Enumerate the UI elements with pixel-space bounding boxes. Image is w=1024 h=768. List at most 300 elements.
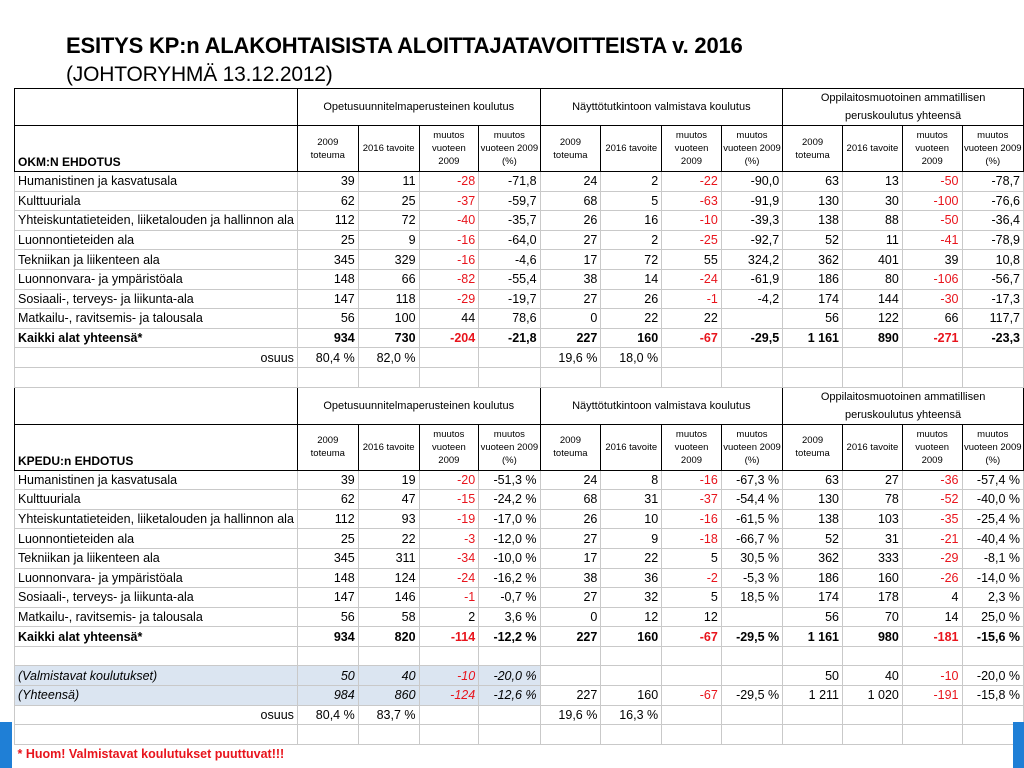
- value-cell: -204: [419, 328, 479, 348]
- row-label: osuus: [15, 348, 298, 368]
- value-cell: 52: [783, 230, 843, 250]
- yhteensa-row: [15, 686, 1024, 706]
- value-cell: -64,0: [479, 230, 540, 250]
- row-label: Luonnontieteiden ala: [15, 529, 298, 549]
- table-row: [15, 309, 1024, 329]
- empty-cell: [540, 725, 601, 745]
- value-cell: 178: [843, 588, 903, 608]
- value-cell: -92,7: [721, 230, 782, 250]
- value-cell: 0: [540, 607, 601, 627]
- value-cell: [902, 348, 962, 368]
- value-cell: -71,8: [479, 172, 540, 192]
- column-header-tavoite: 2016 tavoite: [601, 424, 662, 470]
- value-cell: 25: [358, 191, 419, 211]
- value-cell: [783, 348, 843, 368]
- value-cell: -21,8: [479, 328, 540, 348]
- value-cell: 36: [601, 568, 662, 588]
- value-cell: -4,2: [721, 289, 782, 309]
- value-cell: 2: [601, 230, 662, 250]
- value-cell: -59,7: [479, 191, 540, 211]
- value-cell: 130: [783, 191, 843, 211]
- value-cell: -67,3 %: [721, 470, 782, 490]
- value-cell: -15: [419, 490, 479, 510]
- section-heading: OKM:N EHDOTUS: [15, 126, 298, 172]
- value-cell: 147: [297, 588, 358, 608]
- value-cell: 31: [843, 529, 903, 549]
- value-cell: -82: [419, 269, 479, 289]
- column-header-toteuma: 2009 toteuma: [783, 424, 843, 470]
- section-heading: KPEDU:n EHDOTUS: [15, 424, 298, 470]
- empty-cell: [540, 646, 601, 666]
- value-cell: 32: [601, 588, 662, 608]
- table-row: [15, 490, 1024, 510]
- table-row: [15, 509, 1024, 529]
- value-cell: -16: [662, 509, 722, 529]
- value-cell: 56: [297, 607, 358, 627]
- value-cell: -23,3: [962, 328, 1024, 348]
- empty-cell: [358, 725, 419, 745]
- column-header-tavoite: 2016 tavoite: [843, 126, 903, 172]
- value-cell: 70: [843, 607, 903, 627]
- value-cell: 72: [601, 250, 662, 270]
- value-cell: -24: [662, 269, 722, 289]
- value-cell: 56: [297, 309, 358, 329]
- value-cell: 26: [540, 211, 601, 231]
- value-cell: 62: [297, 490, 358, 510]
- value-cell: 333: [843, 548, 903, 568]
- value-cell: 730: [358, 328, 419, 348]
- value-cell: 78: [843, 490, 903, 510]
- value-cell: -10: [662, 211, 722, 231]
- value-cell: 100: [358, 309, 419, 329]
- value-cell: -25,4 %: [962, 509, 1024, 529]
- value-cell: -100: [902, 191, 962, 211]
- value-cell: -17,3: [962, 289, 1024, 309]
- value-cell: 148: [297, 568, 358, 588]
- value-cell: -51,3 %: [479, 470, 540, 490]
- empty-cell: [962, 367, 1024, 387]
- value-cell: 27: [540, 529, 601, 549]
- value-cell: 27: [843, 470, 903, 490]
- value-cell: -17,0 %: [479, 509, 540, 529]
- value-cell: 3,6 %: [479, 607, 540, 627]
- valmistavat-row: [15, 666, 1024, 686]
- row-label: Kaikki alat yhteensä*: [15, 328, 298, 348]
- value-cell: [479, 348, 540, 368]
- value-cell: 31: [601, 490, 662, 510]
- total-row: [15, 627, 1024, 647]
- empty-cell: [721, 646, 782, 666]
- value-cell: 27: [540, 588, 601, 608]
- value-cell: -22: [662, 172, 722, 192]
- value-cell: 30: [843, 191, 903, 211]
- row-label: (Yhteensä): [15, 686, 298, 706]
- value-cell: -34: [419, 548, 479, 568]
- value-cell: 2: [601, 172, 662, 192]
- column-header-muutos_pct: muutos vuoteen 2009 (%): [479, 424, 540, 470]
- value-cell: 24: [540, 172, 601, 192]
- value-cell: -16,2 %: [479, 568, 540, 588]
- value-cell: 130: [783, 490, 843, 510]
- value-cell: 14: [601, 269, 662, 289]
- value-cell: -114: [419, 627, 479, 647]
- value-cell: -10: [419, 666, 479, 686]
- value-cell: 2,3 %: [962, 588, 1024, 608]
- empty-cell: [902, 646, 962, 666]
- data-table: [14, 88, 1024, 764]
- value-cell: -16: [419, 230, 479, 250]
- value-cell: -4,6: [479, 250, 540, 270]
- value-cell: 227: [540, 328, 601, 348]
- value-cell: -67: [662, 328, 722, 348]
- value-cell: -106: [902, 269, 962, 289]
- value-cell: 18,0 %: [601, 348, 662, 368]
- value-cell: -57,4 %: [962, 470, 1024, 490]
- empty-cell: [479, 367, 540, 387]
- value-cell: -76,6: [962, 191, 1024, 211]
- column-header-tavoite: 2016 tavoite: [358, 126, 419, 172]
- value-cell: -16: [419, 250, 479, 270]
- value-cell: 362: [783, 548, 843, 568]
- value-cell: 66: [902, 309, 962, 329]
- value-cell: 160: [601, 686, 662, 706]
- value-cell: -39,3: [721, 211, 782, 231]
- row-label: Kaikki alat yhteensä*: [15, 627, 298, 647]
- table-row: [15, 548, 1024, 568]
- empty-cell: [419, 646, 479, 666]
- column-header-muutos_pct: muutos vuoteen 2009 (%): [962, 126, 1024, 172]
- value-cell: 144: [843, 289, 903, 309]
- value-cell: 52: [783, 529, 843, 549]
- table-row: [15, 250, 1024, 270]
- empty-cell: [783, 725, 843, 745]
- value-cell: -20,0 %: [962, 666, 1024, 686]
- value-cell: 17: [540, 548, 601, 568]
- header-blank-cell: [15, 89, 298, 126]
- column-header-muutos: muutos vuoteen 2009: [419, 126, 479, 172]
- value-cell: 88: [843, 211, 903, 231]
- value-cell: -3: [419, 529, 479, 549]
- value-cell: -16: [662, 470, 722, 490]
- value-cell: 19: [358, 470, 419, 490]
- value-cell: 8: [601, 470, 662, 490]
- blank-row: [15, 725, 1024, 745]
- row-label: osuus: [15, 705, 298, 725]
- group-header-row: [15, 89, 1024, 126]
- value-cell: [662, 666, 722, 686]
- page-title: ESITYS KP:n ALAKOHTAISISTA ALOITTAJATAVOITTEISTA v. 2016: [66, 33, 743, 58]
- empty-cell: [297, 367, 358, 387]
- row-label: Yhteiskuntatieteiden, liiketalouden ja hallinnon ala: [15, 211, 298, 231]
- value-cell: 44: [419, 309, 479, 329]
- value-cell: [419, 705, 479, 725]
- value-cell: 18,5 %: [721, 588, 782, 608]
- value-cell: -29,5 %: [721, 627, 782, 647]
- value-cell: 78,6: [479, 309, 540, 329]
- value-cell: -271: [902, 328, 962, 348]
- value-cell: 117,7: [962, 309, 1024, 329]
- empty-cell: [662, 725, 722, 745]
- row-label: Yhteiskuntatieteiden, liiketalouden ja hallinnon ala: [15, 509, 298, 529]
- value-cell: 4: [902, 588, 962, 608]
- value-cell: -19: [419, 509, 479, 529]
- value-cell: [662, 705, 722, 725]
- value-cell: 26: [540, 509, 601, 529]
- value-cell: -2: [662, 568, 722, 588]
- value-cell: -41: [902, 230, 962, 250]
- value-cell: 93: [358, 509, 419, 529]
- empty-cell: [419, 725, 479, 745]
- value-cell: 10,8: [962, 250, 1024, 270]
- value-cell: 30,5 %: [721, 548, 782, 568]
- empty-cell: [962, 646, 1024, 666]
- value-cell: 24: [540, 470, 601, 490]
- empty-cell: [721, 367, 782, 387]
- empty-cell: [15, 646, 298, 666]
- value-cell: -19,7: [479, 289, 540, 309]
- value-cell: 11: [358, 172, 419, 192]
- share-row: [15, 705, 1024, 725]
- value-cell: 17: [540, 250, 601, 270]
- value-cell: -1: [419, 588, 479, 608]
- column-header-row: [15, 126, 1024, 172]
- value-cell: [540, 666, 601, 686]
- value-cell: 122: [843, 309, 903, 329]
- table-row: [15, 230, 1024, 250]
- value-cell: -37: [662, 490, 722, 510]
- group-header-g1: Opetusuunnitelmaperusteinen koulutus: [297, 89, 540, 126]
- value-cell: -36: [902, 470, 962, 490]
- value-cell: [721, 705, 782, 725]
- value-cell: 103: [843, 509, 903, 529]
- value-cell: -40,4 %: [962, 529, 1024, 549]
- page-subtitle: (JOHTORYHMÄ 13.12.2012): [66, 63, 333, 86]
- column-header-toteuma: 2009 toteuma: [540, 424, 601, 470]
- value-cell: -78,7: [962, 172, 1024, 192]
- column-header-muutos: muutos vuoteen 2009: [662, 424, 722, 470]
- value-cell: -66,7 %: [721, 529, 782, 549]
- value-cell: 66: [358, 269, 419, 289]
- group-header-g1: Opetusuunnitelmaperusteinen koulutus: [297, 387, 540, 424]
- value-cell: 72: [358, 211, 419, 231]
- value-cell: 345: [297, 250, 358, 270]
- value-cell: 174: [783, 289, 843, 309]
- value-cell: 362: [783, 250, 843, 270]
- value-cell: 0: [540, 309, 601, 329]
- value-cell: 860: [358, 686, 419, 706]
- value-cell: -28: [419, 172, 479, 192]
- value-cell: -37: [419, 191, 479, 211]
- value-cell: -29,5 %: [721, 686, 782, 706]
- empty-cell: [358, 646, 419, 666]
- column-header-toteuma: 2009 toteuma: [783, 126, 843, 172]
- value-cell: [962, 348, 1024, 368]
- row-label: Luonnonvara- ja ympäristöala: [15, 269, 298, 289]
- share-row: [15, 348, 1024, 368]
- row-label: Humanistinen ja kasvatusala: [15, 470, 298, 490]
- value-cell: -50: [902, 172, 962, 192]
- value-cell: -20: [419, 470, 479, 490]
- table-row: [15, 289, 1024, 309]
- empty-cell: [843, 367, 903, 387]
- value-cell: 138: [783, 211, 843, 231]
- value-cell: -12,2 %: [479, 627, 540, 647]
- row-label: Sosiaali-, terveys- ja liikunta-ala: [15, 289, 298, 309]
- value-cell: 26: [601, 289, 662, 309]
- table-row: [15, 172, 1024, 192]
- value-cell: 58: [358, 607, 419, 627]
- value-cell: 80: [843, 269, 903, 289]
- value-cell: -90,0: [721, 172, 782, 192]
- value-cell: 62: [297, 191, 358, 211]
- table-row: [15, 211, 1024, 231]
- value-cell: -191: [902, 686, 962, 706]
- value-cell: [783, 705, 843, 725]
- value-cell: 345: [297, 548, 358, 568]
- value-cell: 186: [783, 568, 843, 588]
- table-row: [15, 191, 1024, 211]
- column-header-toteuma: 2009 toteuma: [540, 126, 601, 172]
- table-row: [15, 470, 1024, 490]
- value-cell: 19,6 %: [540, 348, 601, 368]
- footnote: * Huom! Valmistavat koulutukset puuttuvat!!!: [17, 747, 285, 762]
- column-header-muutos_pct: muutos vuoteen 2009 (%): [479, 126, 540, 172]
- value-cell: -52: [902, 490, 962, 510]
- value-cell: 39: [297, 172, 358, 192]
- column-header-toteuma: 2009 toteuma: [297, 126, 358, 172]
- column-header-muutos: muutos vuoteen 2009: [662, 126, 722, 172]
- empty-cell: [662, 646, 722, 666]
- value-cell: -29: [902, 548, 962, 568]
- value-cell: 138: [783, 509, 843, 529]
- row-label: Luonnonvara- ja ympäristöala: [15, 568, 298, 588]
- value-cell: 39: [902, 250, 962, 270]
- value-cell: -54,4 %: [721, 490, 782, 510]
- empty-cell: [15, 367, 298, 387]
- value-cell: 56: [783, 309, 843, 329]
- table-row: [15, 607, 1024, 627]
- value-cell: 25: [297, 230, 358, 250]
- value-cell: 1 161: [783, 627, 843, 647]
- value-cell: [721, 309, 782, 329]
- table-row: [15, 568, 1024, 588]
- value-cell: -29,5: [721, 328, 782, 348]
- value-cell: [479, 705, 540, 725]
- header-blank-cell: [15, 387, 298, 424]
- value-cell: 22: [601, 548, 662, 568]
- empty-cell: [479, 725, 540, 745]
- value-cell: 68: [540, 191, 601, 211]
- group-header-g3: Oppilaitosmuotoinen ammatillisen peruskoulutus yhteensä: [783, 89, 1024, 126]
- value-cell: -40: [419, 211, 479, 231]
- value-cell: 14: [902, 607, 962, 627]
- empty-cell: [419, 367, 479, 387]
- value-cell: -36,4: [962, 211, 1024, 231]
- value-cell: -5,3 %: [721, 568, 782, 588]
- value-cell: 82,0 %: [358, 348, 419, 368]
- value-cell: -30: [902, 289, 962, 309]
- blank-row: [15, 646, 1024, 666]
- value-cell: 124: [358, 568, 419, 588]
- value-cell: 820: [358, 627, 419, 647]
- row-label: Matkailu-, ravitsemis- ja talousala: [15, 309, 298, 329]
- empty-cell: [902, 367, 962, 387]
- value-cell: 324,2: [721, 250, 782, 270]
- value-cell: [419, 348, 479, 368]
- empty-cell: [601, 646, 662, 666]
- value-cell: 112: [297, 509, 358, 529]
- value-cell: 160: [601, 627, 662, 647]
- row-label: Tekniikan ja liikenteen ala: [15, 250, 298, 270]
- value-cell: 5: [601, 191, 662, 211]
- column-header-muutos_pct: muutos vuoteen 2009 (%): [962, 424, 1024, 470]
- value-cell: -1: [662, 289, 722, 309]
- value-cell: -35,7: [479, 211, 540, 231]
- value-cell: 1 211: [783, 686, 843, 706]
- empty-cell: [601, 725, 662, 745]
- value-cell: 890: [843, 328, 903, 348]
- value-cell: [662, 348, 722, 368]
- empty-cell: [783, 646, 843, 666]
- value-cell: 13: [843, 172, 903, 192]
- empty-cell: [15, 725, 298, 745]
- value-cell: 50: [297, 666, 358, 686]
- column-header-muutos: muutos vuoteen 2009: [419, 424, 479, 470]
- value-cell: 980: [843, 627, 903, 647]
- column-header-tavoite: 2016 tavoite: [843, 424, 903, 470]
- value-cell: 25,0 %: [962, 607, 1024, 627]
- value-cell: 934: [297, 627, 358, 647]
- value-cell: -50: [902, 211, 962, 231]
- value-cell: 55: [662, 250, 722, 270]
- value-cell: -12,6 %: [479, 686, 540, 706]
- value-cell: 174: [783, 588, 843, 608]
- row-label: Matkailu-, ravitsemis- ja talousala: [15, 607, 298, 627]
- empty-cell: [297, 646, 358, 666]
- empty-cell: [721, 725, 782, 745]
- value-cell: 16,3 %: [601, 705, 662, 725]
- value-cell: 227: [540, 686, 601, 706]
- value-cell: -35: [902, 509, 962, 529]
- value-cell: 186: [783, 269, 843, 289]
- group-header-g3: Oppilaitosmuotoinen ammatillisen peruskoulutus yhteensä: [783, 387, 1024, 424]
- value-cell: 5: [662, 548, 722, 568]
- value-cell: 12: [601, 607, 662, 627]
- value-cell: -91,9: [721, 191, 782, 211]
- table-row: [15, 588, 1024, 608]
- value-cell: 11: [843, 230, 903, 250]
- value-cell: 1 161: [783, 328, 843, 348]
- value-cell: 984: [297, 686, 358, 706]
- value-cell: 38: [540, 568, 601, 588]
- value-cell: -24: [419, 568, 479, 588]
- value-cell: 19,6 %: [540, 705, 601, 725]
- value-cell: -0,7 %: [479, 588, 540, 608]
- value-cell: 80,4 %: [297, 705, 358, 725]
- value-cell: 83,7 %: [358, 705, 419, 725]
- row-label: Humanistinen ja kasvatusala: [15, 172, 298, 192]
- value-cell: -15,8 %: [962, 686, 1024, 706]
- value-cell: -10: [902, 666, 962, 686]
- value-cell: 311: [358, 548, 419, 568]
- column-header-tavoite: 2016 tavoite: [601, 126, 662, 172]
- value-cell: -67: [662, 686, 722, 706]
- value-cell: -25: [662, 230, 722, 250]
- value-cell: -26: [902, 568, 962, 588]
- group-header-g2: Näyttötutkintoon valmistava koulutus: [540, 387, 783, 424]
- value-cell: 47: [358, 490, 419, 510]
- value-cell: 22: [358, 529, 419, 549]
